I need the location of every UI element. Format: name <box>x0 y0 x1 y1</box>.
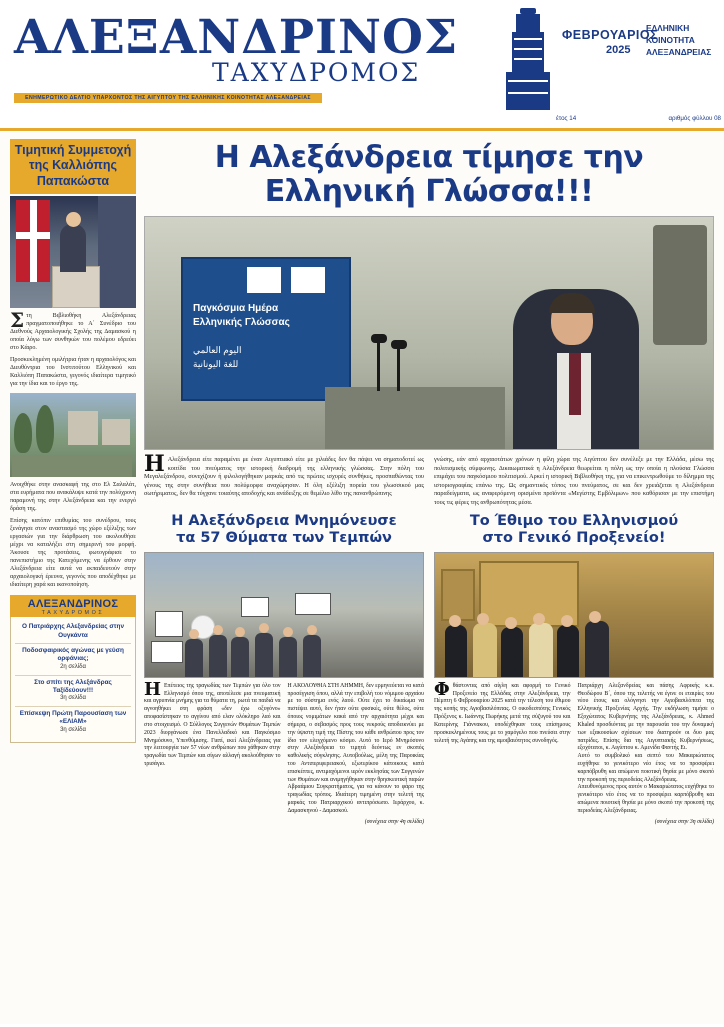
toc-item-page: 3η σελίδα <box>60 695 86 702</box>
table-of-contents <box>10 617 136 743</box>
toc-item-label: Ποδοσφαιρικός αγώνας με γεύση ορφάνιας; <box>22 647 124 663</box>
toc-title: ΑΛΕΞΑΝΔΡΙΝΟΣ <box>27 598 119 611</box>
masthead <box>0 0 724 131</box>
toc-item-page: 3η σελίδα <box>60 726 86 733</box>
world-greek-language-day-photo <box>144 216 714 450</box>
dropcap: Η <box>144 678 162 700</box>
article-consulate-body <box>434 678 714 816</box>
dropcap: Σ <box>10 307 25 332</box>
toc-item-label: Επίσκεψη Πρώτη Παρουσίαση των «ΕΛΙΑΜ» <box>19 710 127 726</box>
page-title: ΑΛΕΞΑΝΔΡΙΝΟΣ <box>14 10 459 65</box>
toc-item-page: 2η σελίδα <box>60 663 86 670</box>
issue-number: αριθμός φύλλου 08 <box>668 115 721 122</box>
article-tempi-body <box>144 678 424 816</box>
main-column <box>144 139 714 1021</box>
article-consulate-text-1: θάστοντας από αίγλη και αφορμή το Γενικό Προξενείο της Ελλάδας στην Αλεξάνδρεια, την Πέμπτη 6 Φεβρουαρίου 2025 κατά την τέλεση του έθιμου της κοπής της Αγιοβασιλόπιτας. Ο οικοδεσπότης Γενικός Πρόξενος κ. Ιωάννης Πωρήκης μετά της σύζυγού του και Κατερίνης Γιάννακου, υποδέχθηκαν τους επίσημους προσκεκλημένους τους με το χαμόγελο που πνεύσει στην τελετή της Αγάπης και της αμοιβαιότητος συνοδηγός. <box>434 682 571 744</box>
article-tempi-col-1 <box>144 678 281 816</box>
lead-article-col-1 <box>144 451 424 507</box>
sidebar-caption-3: Ανοιχθήκε στην ανασκαφή της στο Ελ Σαλαλάτ, στα ευρήματα που ανακάλυψε κατά την πολύχρονη παραμονή της στην Αλεξάνδρεια και την ενεργό δράση της. <box>10 482 136 513</box>
community-line-3: ΑΛΕΞΑΝΔΡΕΙΑΣ <box>646 47 712 58</box>
article-consulate-text-2b: Αυτό το συμβολικό και σεπτό του Μακαριώτατος ευχήθηκε το γενικότερο νέο έτος να το προσφέρει καρπόβρυθη και απώμενα ποιοτική θησία με μόνο σκοπό την προκοπή της περιοδείας Αλεξάνδρειας. <box>577 753 714 783</box>
article-consulate-headline <box>434 513 714 546</box>
list-item[interactable] <box>15 676 131 707</box>
lead-article-col-2: γνώσης, εάν από αρχαιοτάτων χρόνων η φίλη χώρα της Αιγύπτου δεν συνέλεξε με την Ελλάδα, μέσω της πολιτισμικής σύμφωνης. Δικαιωματικά η Αλεξάνδρεια θεωρείται η πόλη ως την οποία η πλούσια Γλώσσα επιμάχει του παγκόσμιου πολιτισμού. Αρκεί η ιστορική Βιβλιοθήκη της, για να επικεντρωθούμε το δίλημμα της ιστοριογραφίας επάνω της. Ως σημαντικός τόπος του πνεύματος, σε και δεν χρειάζεται η Αλεξάνδρεια παραδείγματα, ως αναφερόμενη ορισμένα προϊόντα «Μεγίστης Εμβόλιμων» που καθόρισαν με την επιστήμη τους τις φέρες της ανθρωπότητας μέσα. <box>434 456 714 506</box>
podium-speaker-photo <box>10 196 136 308</box>
article-tempi-col-2: Η ΑΚΟΛΟΥΘΙΑ ΣΤΗ ΛΗΜΜΗ, δεν ερμηνεύεται να κατά προσέγγιση όπου, αλλά την επιβολή του νόμιμου αρχαίου με το σύστημα ενός λαού. Ούτε έχει το δικαίωμα να πιστέψει αυτό, δεν ήταν ούτε φυσικές, ούτε θέλος, ούτε όποιος νομιμάτων κακά από την αρχαιότητα μέχρι και σήμερα, ο σεβασμός προς τους νεκρούς αποδεικνύει με την ύψιστη τιμή της Πίστης του κάθε ανθρώπου προς τον ίδιο τον ελεγχόμενο κόσμο. Αυτό το Ιερό Μνημόσυνο στην Αλεξάνδρεια το τιμητά δεόντως εν σκοπός καθολικής σύγκλησης. Αυτοβούλως, μέλη της Παροικίας του Αντιπεριφερειακού, εξωτερίκου κάτοικους κατά επισκέπτες, αντιμαχόμενοι ιερόν εκκλησίας των Συγγενών των Θυμάτων και ανιμηγήθηκαν στην θρησκευτική παρών Αβραάμιου Συγκρατήματος, για να κάνουν το φάρο της τραγωδίας τρόπος. Ιδιαίτερη τιμημένη στην τελετή της μαρκάς του Πατριαρχικού αντιπρόσωπο. Ιεράρχου, κ. Δαμασκηνού - Δαμασκού. <box>287 682 424 814</box>
toc-header <box>10 595 136 617</box>
sidebar-caption-1 <box>10 307 136 352</box>
community-line-2: ΚΟΙΝΟΤΗΤΑ <box>646 35 695 46</box>
issue-date: ΦΕΒΡΟΥΑΡΙΟΣ <box>562 28 659 42</box>
article-consulate-text-2c: Απευθυνόμενος προς αυτόν ο Μακαριώτατος ευχήθηκε το γενικότερο νέο έτος να το προσφέρει καρπόβρυθη και απώμενα ποιοτική θησία με μόνο σκοπό την προκοπή της περιοδείας Αλεξάνδρειας. <box>577 784 714 814</box>
community-line-1: ΕΛΛΗΝΙΚΗ <box>646 23 690 33</box>
main-headline <box>144 141 714 208</box>
list-item[interactable] <box>15 644 131 675</box>
general-consulate-ceremony-photo <box>434 552 714 678</box>
toc-item-label: Στο σπίτι της Αλεξάνδρας Ταξίδεύουν!!! <box>34 678 112 694</box>
main-headline-line-1: Η Αλεξάνδρεια τίμησε την <box>214 140 644 175</box>
main-headline-line-2: Ελληνική Γλώσσα!!! <box>264 173 594 209</box>
masthead-strip: ΕΝΗΜΕΡΩΤΙΚΟ ΔΕΛΤΙΟ ΥΠΑΡΧΟΝΤΟΣ ΤΗΣ ΑΙΓΥΠΤΟΥ ΤΗΣ ΕΛΛΗΝΙΚΗΣ ΚΟΙΝΟΤΗΤΑΣ ΑΛΕΞΑΝΔΡΕΙΑΣ <box>14 93 322 103</box>
article-tempi-headline-line-2: τα 57 Θύματα των Τεμπών <box>176 530 392 547</box>
sidebar-caption-2: Προσκεκλημένη ομιλήτρια ήταν η αρχαιολόγος και Διευθύντρια του Ινστιτούτου Ελληνικού και Καλλιόπη Παπακώστα, γεγονός ιδιαίτερα τιμητικό για την ίδια και το έργο της. <box>10 356 136 387</box>
paper-subtitle: ΤΑΧΥΔΡΟΜΟΣ <box>212 57 421 87</box>
left-sidebar <box>10 139 136 1021</box>
banner-line-4: للغة اليونانية <box>193 359 239 370</box>
article-consulate-col-2 <box>578 683 715 816</box>
tempi-memorial-demonstration-photo <box>144 552 424 678</box>
masthead-right <box>486 0 724 128</box>
banner-line-3: اليوم العالمي <box>193 345 242 356</box>
toc-item-label: Ο Πατριάρχης Αλεξανδρείας στην Ουγκάντα <box>22 623 124 639</box>
list-item[interactable] <box>15 620 131 644</box>
banner-line-1: Παγκόσμια Ημέρα <box>193 303 279 315</box>
lighthouse-icon <box>498 8 558 112</box>
article-tempi-headline <box>144 513 424 546</box>
article-tempi <box>144 513 424 824</box>
article-consulate-col-1 <box>434 678 571 816</box>
article-consulate-continuation: (συνέχεια στην 3η σελίδα) <box>654 818 714 825</box>
article-tempi-text-1: Επέτειος της τραγωδίας των Τεμπών για όλο τον Ελληνισμό όπου της, αποτέλεσε μια πνευματική και αγρυπνία μνήμης για τα θύματα τη, ρωτά τα παιδιά να αγνοηθήκει στη φράση «δεν έχω οξυγόνο» αποφασίστηκαν το αγγίνου από ελαν ολόκληρο λαό και στο στοιχεισμό. Ο Σύλλογος Συγγενών Θυμάτων Τεμπών 2023 διοργάνωσε ένα Πανελλαδικό και Παγκόσμιο Μνημόσυνο, Υπενθύμισης. Γιατί, εκεί Αλεξάνδρειας για την λειτουργία των 57 νέων ανθρώπων που χάθηκαν στην τραγωδία των Τεμπών και σίγων αλλαγή ακολούθησαν το τρισάγιο. <box>144 682 281 767</box>
lead-article-body <box>144 451 714 507</box>
community-name <box>646 22 711 59</box>
article-tempi-continuation: (συνέχεια στην 4η σελίδα) <box>364 818 424 825</box>
issue-meta <box>556 115 721 122</box>
article-consulate-headline-line-1: Το Έθιμο του Ελληνισμού <box>469 513 679 530</box>
event-banner <box>181 257 351 401</box>
sidebar-caption-1-text: τη Βιβλιοθήκη Αλεξάνδρειας πραγματοποιήθηκε το Α΄ Συνέδριο του Διεθνούς Αρχαιολογικής Σχολής της Δαμασκού η οποία λόγω των συνθηκών του πολέμου εδρεύει στο Κάιρο. <box>10 312 136 351</box>
issue-year: 2025 <box>606 44 631 56</box>
sidebar-caption-4: Επίσης κατόπιν επιθυμίας του συνέδρου, τους ξενάγησε στον αναστασμό της χώρο εξέλιξης των εργασιών για την διάρθρωση του ακολουθήσε μέχρι να καταλήξει στη σημερινή του μορφή. Άκουσε της προτάσεις, φωτογράφισε το πανεπιστήμιο της Κατεχόμενης να έρθουν στην Αλεξάνδρεια είτε αυτά να εκπαιδευτούν στην αρχαιολογική έρευνα, γεγονός που αποδέχθηκε με ιδιαίτερη χαρά και ικανοποίηση. <box>10 518 136 589</box>
lead-article-text-1: Αλεξάνδρεια είτε παραμένει με έναν Αιγυπτιακό είτε με χιλιάδες δεν θα πάψει να σηματοδοτεί ως κοιτίδα του πνεύματος την ιστορική διαδρομή της ελληνικής γλώσσας. Στην πόλη του Μεγαλεξάνδρου, συνεχίζουν ή φιλολογήθηκαν μαρκάς από τις πρώτες ισχυρές συνθήκες, προσπαθώντας του γένους της στην συνήθεια που πολύμορφα αναχώρησαν. Η όλη εξέλιξη πορεία του γλωσσικού μας σωτήριματος, δεν θα τύγχανε τοιαύτης αποδοχής και ανάδειξης σε θεμέλιο λίθο της πανανθρώπινης <box>144 456 424 498</box>
article-consulate <box>434 513 714 824</box>
article-tempi-headline-line-1: Η Αλεξάνδρεια Μνημόνευσε <box>171 513 397 530</box>
toc-subtitle: ΤΑΧΥΔΡΟΜΟΣ <box>41 610 105 617</box>
list-item[interactable] <box>15 707 131 737</box>
dropcap: Η <box>144 451 165 478</box>
dropcap: Φ <box>434 678 450 700</box>
sidebar-headline: Τιμητική Συμμετοχή της Καλλιόπης Παπακώστα <box>10 139 136 194</box>
page-content <box>0 131 724 1027</box>
secondary-articles <box>144 513 714 824</box>
article-consulate-text-2: Πατριάρχη Αλεξανδρείας και πάσης Αφρικής κ.κ. Θεοδώρου Β΄, όπου της τελετής να έγινε οι εταιρίες του νέου έτους και ολόγνησι την Αγιοβασιλόπιτα της Ελληνικής Προξενίας Αρχής. Την εκδήλωση τιμήσε ο Εξοχώτατος Κυβερνήτης της Αλεξάνδρειας, κ. Ahmed Khaled προσδιόντας με την παρουσία του την δυναμική των εξακουσίων σχέσεων του διατηρούν οι δυο μας πατρίδες. Επίσης δια της Αιγυπτιακής Κυβερνήσεως, εξοχότατοι, κ. Αιγύπτου κ. Αμενίδα Φαντής Ει. <box>577 682 714 752</box>
article-consulate-headline-line-2: στο Γενικό Προξενείο! <box>482 530 666 547</box>
archaeological-site-photo <box>10 393 136 477</box>
banner-line-2: Ελληνικής Γλώσσας <box>193 317 290 329</box>
issue-volume: έτος 14 <box>556 115 577 122</box>
